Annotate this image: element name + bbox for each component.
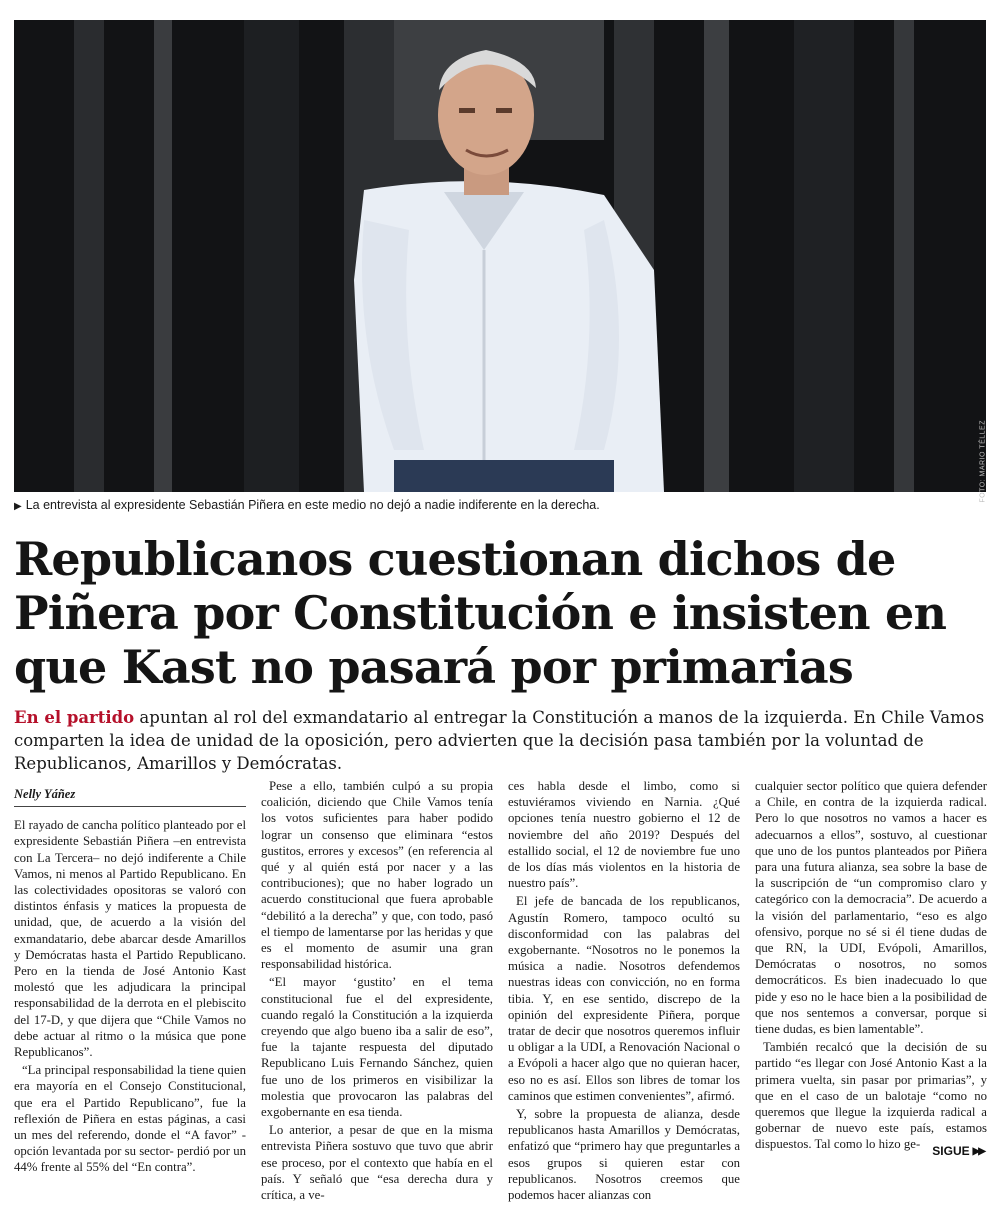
continue-marker bbox=[932, 1144, 984, 1158]
body-paragraph: Y, sobre la propuesta de alianza, desde republicanos hasta Amarillos y Demócratas, enfatizó que “primero hay que preguntarles a esos grupos si quieren estar con republicanos. Nosotros creemos que podemos hacer alianzas con bbox=[508, 1107, 740, 1203]
lead-kicker: En el partido bbox=[14, 708, 135, 727]
article-column-1 bbox=[14, 786, 246, 1178]
article-column-3 bbox=[508, 778, 740, 1205]
article-column-4 bbox=[755, 778, 987, 1155]
double-arrow-icon: ▶▶ bbox=[972, 1145, 984, 1157]
article-photo bbox=[14, 20, 987, 503]
caption-text: La entrevista al expresidente Sebastián Piñera en este medio no dejó a nadie indiferente en la derecha. bbox=[25, 498, 600, 512]
body-paragraph: cualquier sector político que quiera defender a Chile, en contra de la izquierda radical. Pero lo que nosotros no vamos a hacer es adecuarnos a ellos”, sostuvo, al cuestionar que uno de los puntos planteados por Piñera para una futura alianza, sea sobre la base de la suscripción de “un compromiso claro y categórico con la democracia”. De acuerdo a la visión del parlamentario, “eso es algo ofensivo, porque no sé si él tiene dudas de que RN, la UDI, Evópoli, Amarillos, Demócratas o nosotros, no somos democráticos. Es bien inadecuado lo que pide y eso no le hace bien a la posibilidad de que nos sentemos a conversar, porque si tiene dudas, es bien lamentable”. bbox=[755, 779, 987, 1037]
triangle-icon: ▶ bbox=[14, 501, 22, 512]
byline: Nelly Yáñez bbox=[14, 786, 246, 807]
body-paragraph: También recalcó que la decisión de su partido “es llegar con José Antonio Kast a la primera vuelta, sin pasar por primarias”, y que en el caso de un balotaje “como no queremos que llegue la izquierda radical a gobernar de nuevo este país, estamos dispuestos. Tal como lo hizo ge- bbox=[755, 1040, 987, 1152]
continue-label: SIGUE bbox=[932, 1144, 970, 1158]
body-paragraph: Pese a ello, también culpó a su propia coalición, diciendo que Chile Vamos tenía los votos suficientes para haber podido lograr un consenso que eliminara “estos gustitos, errores y excesos” (en referencia al qué y al quién está por nacer y a las contribuciones); que no haber logrado un acuerdo constitucional que fuera aprobable “debilitó a la derecha” y que, con todo, pasó el tiempo de lamentarse por las heridas y que es el momento de asumir una gran responsabilidad histórica. bbox=[261, 779, 493, 972]
body-paragraph: El jefe de bancada de los republicanos, Agustín Romero, tampoco ocultó su disconformidad con las palabras del exgobernante. “Nosotros no le ponemos la música a nadie. Nosotros defendemos nuestras ideas con convicción, no en forma tibia. Y, en ese sentido, discrepo de la opinión del expresidente Piñera, porque tratar de decir que nosotros queremos influir u obligar a la UDI, a Renovación Nacional o a Evópoli a hacer algo que no quieran hacer, eso no es así. Ellos son libres de tomar los caminos que estimen convenientes”, afirmó. bbox=[508, 894, 740, 1103]
lead-text: apuntan al rol del exmandatario al entregar la Constitución a manos de la izquierda. En Chile Vamos comparten la idea de unidad de la oposición, pero advierten que la decisión pasa también por la voluntad de Republicanos, Amarillos y Demócratas. bbox=[14, 708, 985, 773]
body-paragraph: “La principal responsabilidad la tiene quien era mayoría en el Consejo Constitucional, que era el Partido Republicano”, fue la reflexión de Piñera en estas páginas, a casi un mes del referendo, donde el “A favor” -opción levantada por su sector- perdió por un 44% frente al 55% del “En contra”. bbox=[14, 1063, 246, 1175]
body-paragraph: ces habla desde el limbo, como si estuviéramos viviendo en Narnia. ¿Qué opciones tenía nuestro gobierno el 12 de noviembre del año 2019? Después del estallido social, el 12 de noviembre fue uno de los días más violentos en la historia de nuestro país”. bbox=[508, 779, 740, 891]
photo-illustration bbox=[14, 20, 986, 492]
article-column-2 bbox=[261, 778, 493, 1205]
photo-caption bbox=[14, 498, 986, 512]
photo-credit: FOTO: MARIO TÉLLEZ bbox=[980, 420, 987, 503]
headline: Republicanos cuestionan dichos de Piñera por Constitución e insisten en que Kast no pasará por primarias bbox=[14, 532, 947, 694]
body-paragraph: “El mayor ‘gustito’ en el tema constitucional fue el del expresidente, cuando regaló la Constitución a la izquierda creyendo que algo bueno iba a salir de eso”, fue la tajante respuesta del diputado Republicano Luis Fernando Sánchez, quien fue uno de los primeros en visibilizar la molestia que provocaron las palabras del exgobernante en esa tienda. bbox=[261, 975, 493, 1120]
lead-paragraph bbox=[14, 706, 986, 775]
body-paragraph: Lo anterior, a pesar de que en la misma entrevista Piñera sostuvo que tuvo que abrir ese proceso, por el contexto que había en el país. Y señaló que “esa derecha dura y crítica, a ve- bbox=[261, 1123, 493, 1203]
body-paragraph: El rayado de cancha político planteado por el expresidente Sebastián Piñera –en entrevista con La Tercera– no dejó indiferente a Chile Vamos, ni menos al Partido Republicano. En las colectividades opositoras se valoró con distintos énfasis y matices la propuesta de unidad, que, de acuerdo a la visión del exmandatario, debe abarcar desde Amarillos y Demócratas hasta el Partido Republicano. Pero en la tienda de José Antonio Kast molestó que les adjudicara la principal responsabilidad de la derrota en el plebiscito del 17-D, y que dijera que “Chile Vamos no debe actuar al ritmo o la música que pone Republicanos”. bbox=[14, 818, 246, 1060]
